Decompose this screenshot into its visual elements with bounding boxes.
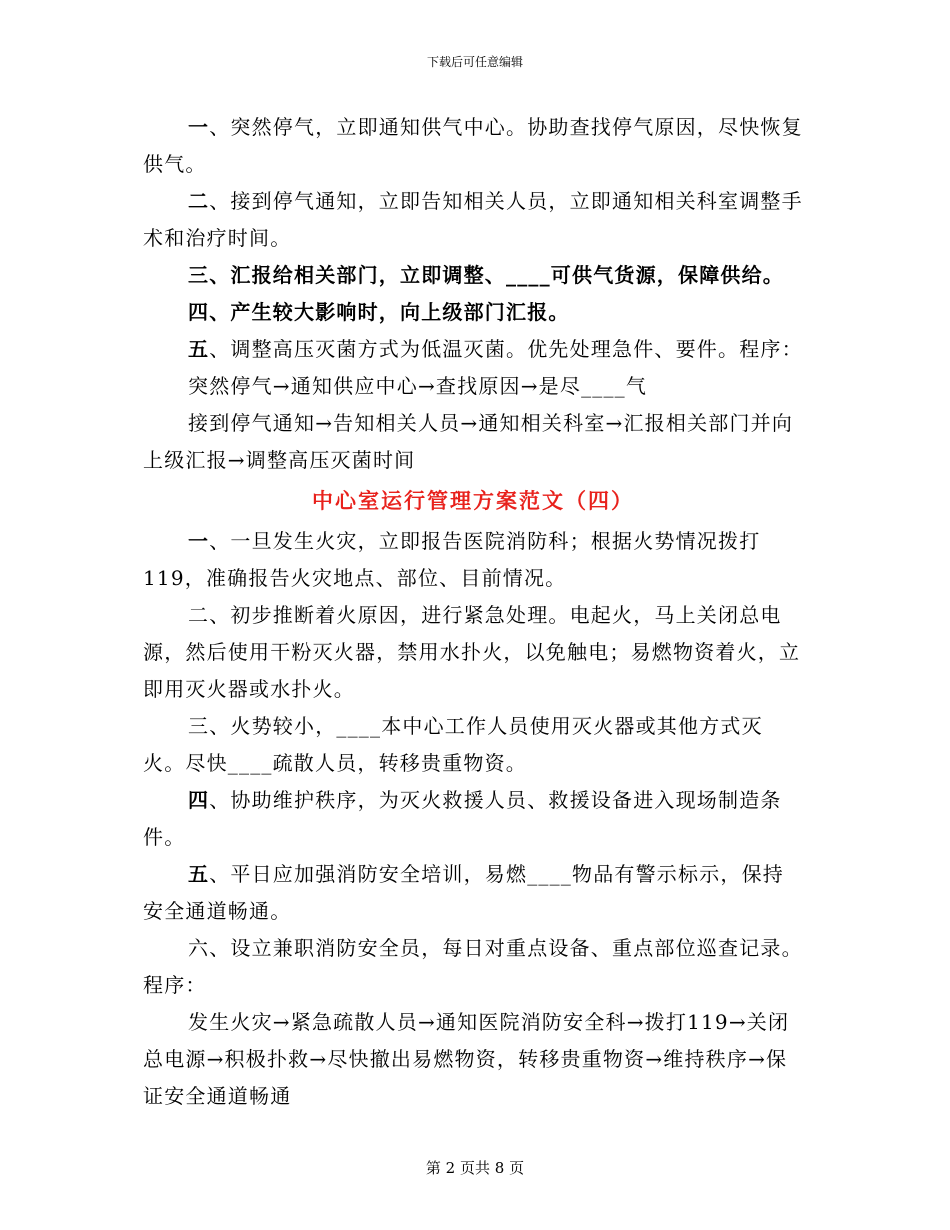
item-number: 一 — [188, 115, 210, 139]
item-text: 、一旦发生火灾，立即报告医院消防科；根据火势情况拨打119，准确报告火灾地点、部位、目前情况。 — [143, 529, 761, 590]
paragraph-s2-1 — [143, 523, 803, 597]
item-text: 、火势较小，____本中心工作人员使用灭火器或其他方式灭火。尽快____疏散人员，转移贵重物资。 — [143, 714, 763, 775]
item-text: 、突然停气，立即通知供气中心。协助查找停气原因，尽快恢复供气。 — [143, 115, 803, 176]
item-number: 二 — [188, 189, 210, 213]
flow-text-2: 接到停气通知→告知相关人员→通知相关科室→汇报相关部门并向上级汇报→调整高压灭菌时间 — [143, 411, 794, 472]
paragraph-s2-2 — [143, 597, 803, 708]
flow-text-3: 发生火灾→紧急疏散人员→通知医院消防安全科→拨打119→关闭总电源→积极扑救→尽快撤出易燃物资，转移贵重物资→维持秩序→保证安全通道畅通 — [143, 1010, 790, 1108]
item-text: 、产生较大影响时，向上级部门汇报。 — [209, 300, 570, 324]
paragraph-s1-3 — [143, 257, 803, 294]
flow-text-1: 突然停气→通知供应中心→查找原因→是尽____气 — [188, 374, 648, 398]
item-number: 四 — [188, 300, 210, 324]
item-number: 三 — [188, 714, 210, 738]
paragraph-s1-5 — [143, 331, 803, 368]
paragraph-s1-1 — [143, 109, 803, 183]
paragraph-s1-2 — [143, 183, 803, 257]
paragraph-s1-4 — [143, 294, 803, 331]
item-number: 二 — [188, 603, 210, 627]
paragraph-s2-4 — [143, 782, 803, 856]
document-body — [143, 109, 803, 1115]
item-number: 三 — [188, 263, 210, 287]
item-text: 、协助维护秩序，为灭火救援人员、救援设备进入现场制造条件。 — [143, 788, 782, 849]
item-text: 、初步推断着火原因，进行紧急处理。电起火，马上关闭总电源，然后使用干粉灭火器，禁用水扑火，以免触电；易燃物资着火，立即用灭火器或水扑火。 — [143, 603, 801, 701]
item-text: 、平日应加强消防安全培训，易燃____物品有警示标示，保持安全通道畅通。 — [143, 862, 785, 923]
item-number: 六 — [188, 936, 210, 960]
page-footer: 第 2 页共 8 页 — [425, 1159, 525, 1177]
paragraph-s2-6 — [143, 930, 803, 1004]
paragraph-s2-3 — [143, 708, 803, 782]
item-text: 、接到停气通知，立即告知相关人员，立即通知相关科室调整手术和治疗时间。 — [143, 189, 803, 250]
paragraph-s2-5 — [143, 856, 803, 930]
item-text: 、汇报给相关部门，立即调整、____可供气货源，保障供给。 — [209, 263, 785, 287]
item-text: 、设立兼职消防安全员，每日对重点设备、重点部位巡查记录。程序： — [143, 936, 803, 997]
section-title: 中心室运行管理方案范文（四） — [312, 488, 634, 513]
item-number: 五 — [188, 337, 210, 361]
item-number: 一 — [188, 529, 210, 553]
item-number: 五 — [188, 862, 210, 886]
page-header: 下载后可任意编辑 — [426, 55, 523, 69]
item-text: 、调整高压灭菌方式为低温灭菌。优先处理急件、要件。程序： — [209, 337, 803, 361]
item-number: 四 — [188, 788, 210, 812]
